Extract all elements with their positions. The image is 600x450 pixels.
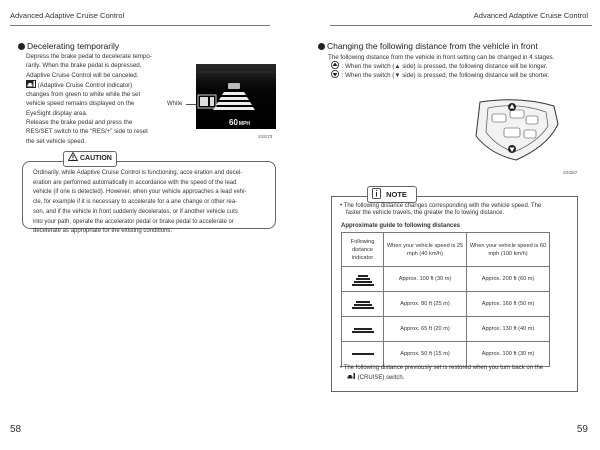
table-row xyxy=(342,342,550,367)
distance-bars-2-icon xyxy=(352,328,374,333)
body-line: changes from green to white while the set xyxy=(26,91,141,99)
switch-shorter-line: : When the switch (▼ side) is pressed, the following distance will be shorter. xyxy=(330,70,549,80)
distance-up-switch-icon xyxy=(330,61,340,69)
body-line: RES/SET switch to the “RES/+” side to reset xyxy=(26,128,148,136)
note-bullet-1: • The following distance changes corresponding with the vehicle speed. The faster the vehicle travels, the greater the fo lowing distance. xyxy=(340,203,542,216)
cruise-indicator-icon xyxy=(26,80,36,88)
steering-wheel-switch-image xyxy=(468,94,568,166)
following-distance-table xyxy=(341,232,550,367)
caution-heading: CAUTION xyxy=(63,151,117,167)
figure-code: S3I287 xyxy=(563,170,578,175)
caution-line: vehicle (if one is detected). However, when your vehicle approaches a lead vehi- xyxy=(33,189,247,196)
caution-line: decelerate as appropriate for the existing conditions. xyxy=(33,228,173,235)
caution-text xyxy=(33,169,269,237)
header-rule-left xyxy=(10,25,270,26)
body-line-with-icon: (Adaptive Cruise Control indicator) xyxy=(26,80,182,90)
distance-bars-1-icon xyxy=(352,353,374,355)
intro-text: The following distance from the vehicle in front setting can be changed in 4 stages. xyxy=(328,54,555,61)
info-icon xyxy=(372,188,381,199)
table-header-row xyxy=(342,233,550,267)
table-cell: Approx. 80 ft (25 m) xyxy=(384,292,467,317)
bullet-icon xyxy=(18,43,25,50)
section-title-decelerating: Decelerating temporarily xyxy=(18,41,119,51)
distance-indicator-cell xyxy=(342,292,384,317)
decelerating-body xyxy=(26,52,182,146)
note-bullet-2: • The following distance previously set is restored when you turn back on the (CRUISE) switch. xyxy=(340,365,544,381)
switch-longer-line: : When the switch (▲ side) is pressed, the following distance will be longer. xyxy=(330,61,547,71)
body-line: EyeSight display area. xyxy=(26,109,88,117)
caution-line: eration are performed automatically in accordance with the speed of the lead xyxy=(33,179,237,186)
distance-indicator-cell xyxy=(342,267,384,292)
table-header: Following distance indicator xyxy=(342,233,384,267)
table-cell: Approx. 65 ft (20 m) xyxy=(384,317,467,342)
table-title: Approximate guide to following distances xyxy=(341,223,461,229)
eyesight-display-image xyxy=(196,64,276,129)
distance-down-switch-icon xyxy=(330,70,340,78)
header-rule-right xyxy=(330,25,592,26)
body-line: vehicle speed remains displayed on the xyxy=(26,100,135,108)
caution-line: son, and if the vehicle in front suddenly decelerates, or if another vehicle cuts xyxy=(33,208,238,215)
table-cell: Approx. 130 ft (40 m) xyxy=(467,317,550,342)
note-heading: NOTE xyxy=(367,186,417,203)
body-line: Release the brake pedal and press the xyxy=(26,119,133,127)
distance-indicator-cell xyxy=(342,342,384,367)
distance-bars-4-icon xyxy=(352,275,374,286)
caution-line: into your path, operate the accelerator pedal or brake pedal to accelerate or xyxy=(33,218,234,225)
distance-indicator-cell xyxy=(342,317,384,342)
page-number-right: 59 xyxy=(576,424,588,435)
table-header: When your vehicle speed is 25 mph (40 km/h) xyxy=(384,233,467,267)
running-header-right: Advanced Adaptive Cruise Control xyxy=(473,11,588,20)
caution-line: Ordinarily, while Adaptive Cruise Control is functioning, acce eration and decel- xyxy=(33,170,243,176)
distance-bars-3-icon xyxy=(352,301,374,309)
table-row xyxy=(342,317,550,342)
table-cell: Approx. 100 ft (30 m) xyxy=(384,267,467,292)
body-line: the set vehicle speed. xyxy=(26,137,86,145)
running-header-left: Advanced Adaptive Cruise Control xyxy=(10,11,125,20)
table-row xyxy=(342,267,550,292)
body-line: Depress the brake pedal to decelerate tempo- xyxy=(26,53,152,60)
caution-line: cle, for example if it is necessary to accelerate for a ane change or other rea- xyxy=(33,199,238,206)
cruise-switch-icon xyxy=(346,372,356,380)
table-cell: Approx. 200 ft (60 m) xyxy=(467,267,550,292)
page-number-left: 58 xyxy=(10,424,22,435)
warning-triangle-icon xyxy=(68,152,78,161)
table-cell: Approx. 100 ft (30 m) xyxy=(467,342,550,367)
speed-readout: 60MPH xyxy=(229,118,251,127)
body-line: rarily. When the brake pedal is depressed, xyxy=(26,62,142,70)
bullet-icon xyxy=(318,43,325,50)
section-title-changing-distance: Changing the following distance from the vehicle in front xyxy=(318,41,538,51)
body-line: Adaptive Cruise Control will be canceled. xyxy=(26,71,139,79)
table-cell: Approx. 160 ft (50 m) xyxy=(467,292,550,317)
table-row xyxy=(342,292,550,317)
white-callout-label: White xyxy=(167,101,183,107)
table-header: When your vehicle speed is 60 mph (100 km/h) xyxy=(467,233,550,267)
table-cell: Approx. 50 ft (15 m) xyxy=(384,342,467,367)
figure-code: S3I173 xyxy=(258,134,273,139)
